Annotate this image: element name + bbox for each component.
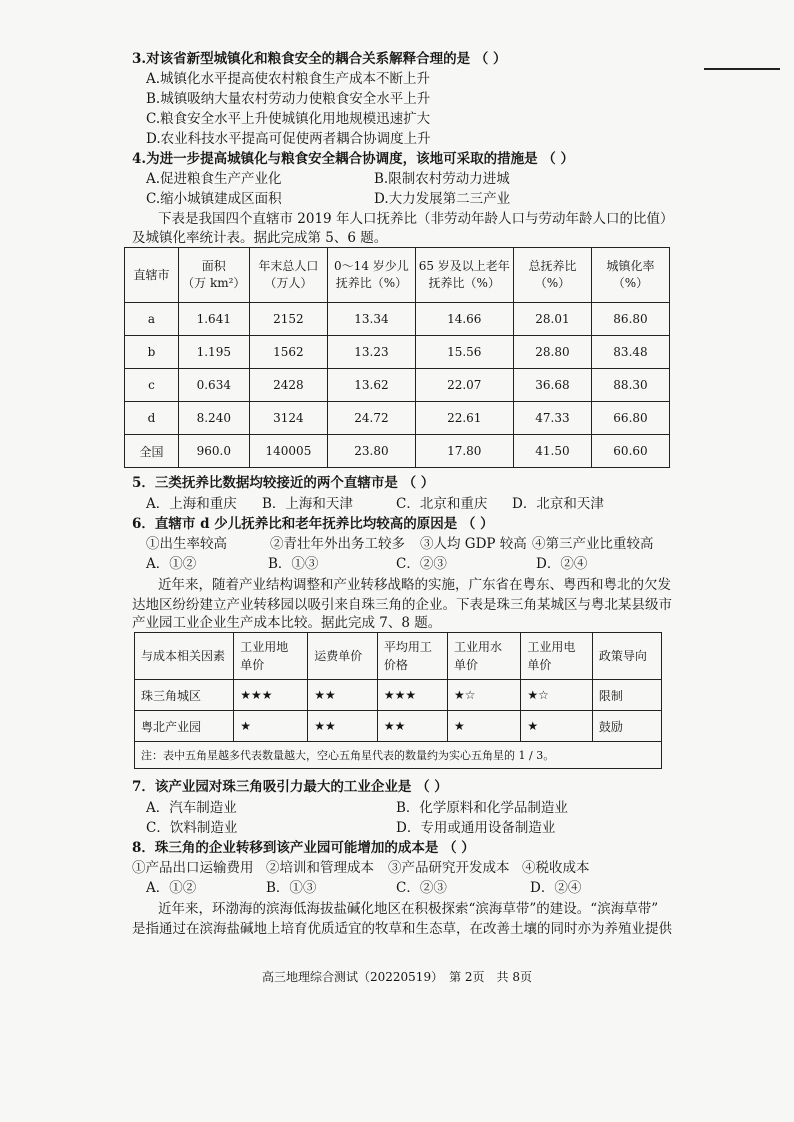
q8-item-2: ②培训和管理成本: [266, 860, 374, 876]
table-cell: 17.80: [415, 435, 513, 468]
q5-stem: 5．三类抚养比数据均较接近的两个直辖市是 （ ）: [132, 475, 435, 491]
table-cell: 3124: [249, 402, 328, 435]
table-row: [135, 711, 662, 742]
table-cell: 28.80: [513, 336, 591, 369]
table-cell: ★: [448, 711, 521, 742]
table-cell: ★★: [308, 680, 378, 711]
table-cell: c: [125, 369, 179, 402]
table-header: 政策导向: [592, 633, 661, 680]
table-cell: 14.66: [415, 303, 513, 336]
intro3-line2: 是指通过在滨海盐碱地上培育优质适宜的牧草和生态草，在改善土壤的同时亦为养殖业提供: [132, 921, 672, 937]
q5-option-d: D．北京和天津: [512, 496, 604, 512]
q8-option-c: C．②③: [396, 880, 447, 896]
table-row: [125, 369, 670, 402]
margin-rule: [704, 68, 780, 70]
q6-option-d: D．②④: [536, 556, 588, 572]
q3-stem: 3.对该省新型城镇化和粮食安全的耦合关系解释合理的是 （ ）: [132, 51, 507, 67]
table-cell: b: [125, 336, 179, 369]
table-cell: 22.07: [415, 369, 513, 402]
table-cell: 83.48: [591, 336, 669, 369]
q7-option-a: A．汽车制造业: [146, 800, 237, 816]
q6-item-4: ④第三产业比重较高: [532, 536, 654, 552]
intro1-line2: 及城镇化率统计表。据此完成第 5、6 题。: [132, 230, 388, 246]
table-header-row: [135, 633, 662, 680]
table-cell: 60.60: [591, 435, 669, 468]
intro2-line2: 达地区纷纷建立产业转移园以吸引来自珠三角的企业。下表是珠三角某城区与粤北某县级市: [132, 597, 672, 613]
table-cell: 28.01: [513, 303, 591, 336]
page-footer: 高三地理综合测试（20220519） 第 2页 共 8页: [262, 970, 532, 984]
table-cell: a: [125, 303, 179, 336]
q8-item-3: ③产品研究开发成本: [388, 860, 510, 876]
table-row: [135, 680, 662, 711]
q6-item-1: ①出生率较高: [146, 536, 227, 552]
table-cell: 15.56: [415, 336, 513, 369]
table-cell: 960.0: [179, 435, 250, 468]
table-cell: 鼓励: [592, 711, 661, 742]
q8-item-4: ④税收成本: [522, 860, 590, 876]
q7-option-d: D．专用或通用设备制造业: [396, 820, 556, 836]
table-cell: 47.33: [513, 402, 591, 435]
q6-option-a: A．①②: [146, 556, 197, 572]
table-row: [125, 402, 670, 435]
table-cell: 86.80: [591, 303, 669, 336]
table-cell: 2428: [249, 369, 328, 402]
table-cell: 限制: [592, 680, 661, 711]
table-cell: ★☆: [448, 680, 521, 711]
table-header: 运费单价: [308, 633, 378, 680]
table-header: 工业用水 单价: [448, 633, 521, 680]
table-header-row: [125, 248, 670, 303]
table-cell: ★★★: [377, 680, 447, 711]
table-header: 总抚养比 （%）: [513, 248, 591, 303]
table-header: 工业用地 单价: [234, 633, 308, 680]
production-cost-table: [134, 632, 662, 769]
table-header: 0～14 岁少儿 抚养比（%）: [328, 248, 415, 303]
q8-option-b: B．①③: [266, 880, 317, 896]
q4-option-c: C.缩小城镇建成区面积: [146, 191, 282, 207]
q5-option-c: C．北京和重庆: [396, 496, 488, 512]
table-header: 直辖市: [125, 248, 179, 303]
table-cell: 1562: [249, 336, 328, 369]
q7-stem: 7．该产业园对珠三角吸引力最大的工业企业是 （ ）: [132, 779, 448, 795]
table-header: 工业用电 单价: [521, 633, 592, 680]
table-cell: 0.634: [179, 369, 250, 402]
q8-option-a: A．①②: [146, 880, 197, 896]
q3-option-c: C.粮食安全水平上升使城镇化用地规模迅速扩大: [146, 111, 431, 127]
q5-option-b: B．上海和天津: [262, 496, 353, 512]
q4-option-a: A.促进粮食生产产业化: [146, 171, 282, 187]
table-cell: 2152: [249, 303, 328, 336]
table-cell: 23.80: [328, 435, 415, 468]
table-cell: ★: [521, 711, 592, 742]
q3-option-d: D.农业科技水平提高可促使两者耦合协调度上升: [146, 131, 431, 147]
table-cell: ★★: [377, 711, 447, 742]
q6-item-3: ③人均 GDP 较高: [420, 536, 527, 552]
table-cell: 66.80: [591, 402, 669, 435]
intro3-line1: 近年来，环渤海的滨海低海拔盐碱化地区在积极探索“滨海草带”的建设。“滨海草带”: [158, 901, 659, 917]
table-row: [125, 336, 670, 369]
dependency-ratio-table: [124, 247, 670, 468]
table-cell: 41.50: [513, 435, 591, 468]
table-cell: d: [125, 402, 179, 435]
q6-option-b: B．①③: [268, 556, 319, 572]
q4-option-d: D.大力发展第二三产业: [374, 191, 511, 207]
table-row: [125, 303, 670, 336]
table-header: 年末总人口 （万人）: [249, 248, 328, 303]
table-cell: 13.62: [328, 369, 415, 402]
table-cell: 珠三角城区: [135, 680, 234, 711]
intro2-line3: 产业园工业企业生产成本比较。据此完成 7、8 题。: [132, 615, 442, 631]
q8-item-1: ①产品出口运输费用: [132, 860, 254, 876]
table-cell: 8.240: [179, 402, 250, 435]
intro1-line1: 下表是我国四个直辖市 2019 年人口抚养比（非劳动年龄人口与劳动年龄人口的比值）: [158, 211, 674, 227]
q6-option-c: C．②③: [396, 556, 447, 572]
q8-option-d: D．②④: [530, 880, 582, 896]
table-cell: ★☆: [521, 680, 592, 711]
table-header: 与成本相关因素: [135, 633, 234, 680]
table-cell: 140005: [249, 435, 328, 468]
table-cell: ★★: [308, 711, 378, 742]
q4-option-b: B.限制农村劳动力进城: [374, 171, 510, 187]
q6-item-2: ②青壮年外出务工较多: [270, 536, 405, 552]
table-note: 注：表中五角星越多代表数量越大，空心五角星代表的数量约为实心五角星的 1 / 3。: [135, 742, 662, 769]
q6-stem: 6．直辖市 d 少儿抚养比和老年抚养比均较高的原因是 （ ）: [132, 516, 494, 532]
table-cell: 36.68: [513, 369, 591, 402]
table-cell: 24.72: [328, 402, 415, 435]
table-cell: 88.30: [591, 369, 669, 402]
table-header: 65 岁及以上老年 抚养比（%）: [415, 248, 513, 303]
table-header: 城镇化率 （%）: [591, 248, 669, 303]
table-cell: 1.195: [179, 336, 250, 369]
table-note-row: [135, 742, 662, 769]
table-cell: 粤北产业园: [135, 711, 234, 742]
table-cell: 22.61: [415, 402, 513, 435]
table-cell: 13.23: [328, 336, 415, 369]
table-header: 面积 （万 km²）: [179, 248, 250, 303]
q4-stem: 4.为进一步提高城镇化与粮食安全耦合协调度，该地可采取的措施是 （ ）: [132, 151, 574, 167]
table-cell: 13.34: [328, 303, 415, 336]
table-header: 平均用工 价格: [377, 633, 447, 680]
q7-option-b: B．化学原料和化学品制造业: [396, 800, 568, 816]
q3-option-b: B.城镇吸纳大量农村劳动力使粮食安全水平上升: [146, 91, 431, 107]
q8-stem: 8．珠三角的企业转移到该产业园可能增加的成本是 （ ）: [132, 840, 475, 856]
table-cell: ★: [234, 711, 308, 742]
table-cell: 全国: [125, 435, 179, 468]
q7-option-c: C．饮料制造业: [146, 820, 238, 836]
table-cell: ★★★: [234, 680, 308, 711]
intro2-line1: 近年来，随着产业结构调整和产业转移战略的实施，广东省在粤东、粤西和粤北的欠发: [158, 577, 671, 593]
table-row: [125, 435, 670, 468]
q3-option-a: A.城镇化水平提高使农村粮食生产成本不断上升: [146, 71, 431, 87]
table-cell: 1.641: [179, 303, 250, 336]
q5-option-a: A．上海和重庆: [146, 496, 237, 512]
